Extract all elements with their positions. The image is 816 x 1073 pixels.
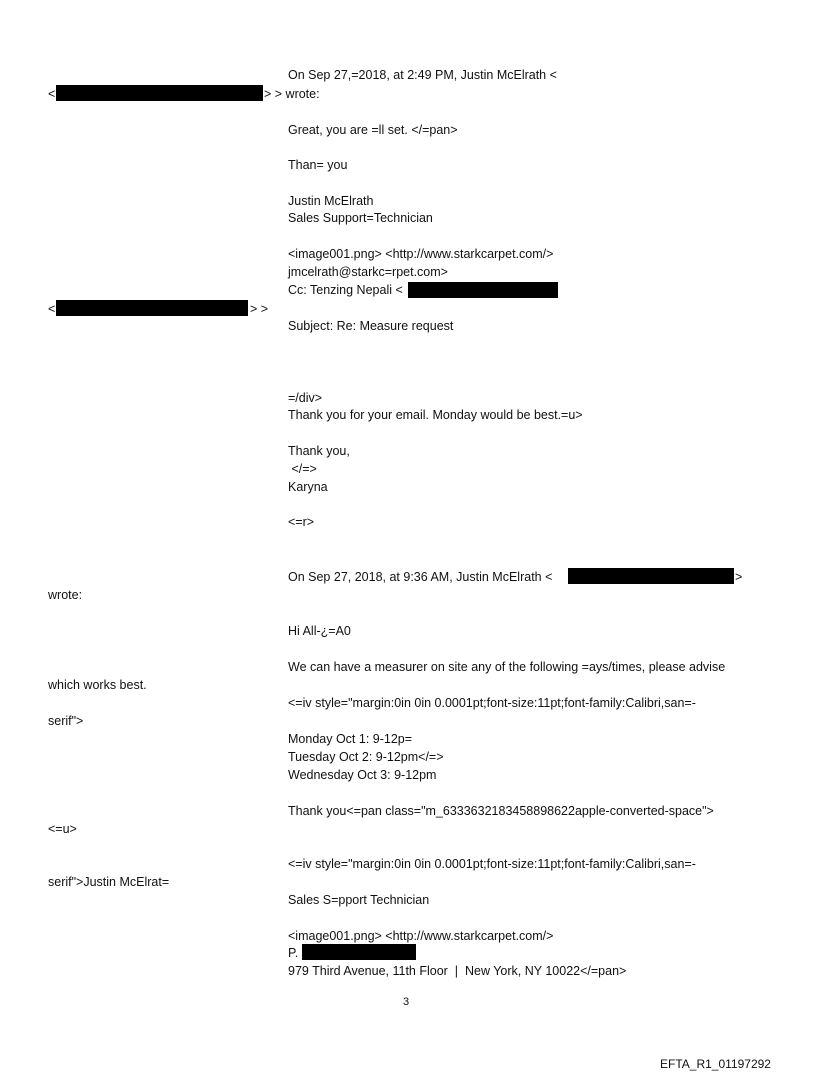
schedule-line: Monday Oct 1: 9-12p= [288, 732, 413, 746]
body-line: We can have a measurer on site any of the following =ays/times, please advise [288, 660, 726, 674]
email-header-line: wrote: [48, 588, 83, 602]
signature-title: Sales S=pport Technician [288, 893, 430, 907]
signature-name: Justin McElrath [288, 194, 374, 208]
schedule-line: Tuesday Oct 2: 9-12pm</=> [288, 750, 444, 764]
address-line: 979 Third Avenue, 11th Floor | New York, NY 10022</=pan> [288, 964, 627, 978]
schedule-line: Wednesday Oct 3: 9-12pm [288, 768, 437, 782]
document-id: EFTA_R1_01197292 [660, 1057, 771, 1071]
email-header-line: On Sep 27,=2018, at 2:49 PM, Justin McElrath < [288, 68, 557, 82]
redaction-bracket: > > [250, 302, 269, 316]
redaction-bracket: < [48, 87, 56, 101]
signature-name: serif">Justin McElrat= [48, 875, 170, 889]
redaction-bracket: > [735, 570, 743, 584]
redaction-block [302, 944, 416, 960]
body-line: Than= you [288, 158, 348, 172]
page-number: 3 [403, 996, 410, 1008]
body-line: Thank you, [288, 444, 350, 458]
body-line: <=u> [48, 822, 77, 836]
body-line: Thank you for your email. Monday would be best.=u> [288, 408, 583, 422]
signature-link: <image001.png> <http://www.starkcarpet.com/> [288, 247, 554, 261]
redaction-block [408, 282, 558, 298]
signature-email: jmcelrath@starkc=rpet.com> [288, 265, 448, 279]
body-line: Thank you<=pan class="m_6333632183458898622apple-converted-space"> [288, 804, 714, 818]
redaction-block [56, 85, 263, 101]
phone-label: P. [288, 946, 299, 960]
redaction-block [568, 568, 734, 584]
subject-line: Subject: Re: Measure request [288, 319, 454, 333]
body-line: which works best. [48, 678, 147, 692]
body-line: <=iv style="margin:0in 0in 0.0001pt;font-size:11pt;font-family:Calibri,san=- [288, 696, 696, 710]
cc-line: Cc: Tenzing Nepali < [288, 283, 403, 297]
redaction-block [56, 300, 248, 316]
email-header-line: On Sep 27, 2018, at 9:36 AM, Justin McElrath < [288, 570, 553, 584]
body-line: Great, you are =ll set. </=pan> [288, 123, 458, 137]
signature-title: Sales Support=Technician [288, 211, 433, 225]
body-line: Hi All-¿=A0 [288, 624, 351, 638]
body-line: Karyna [288, 480, 328, 494]
email-header-line: > > wrote: [264, 87, 320, 101]
redaction-bracket: < [48, 302, 56, 316]
body-line: serif"> [48, 714, 84, 728]
body-line: </=> [288, 462, 317, 476]
signature-link: <image001.png> <http://www.starkcarpet.com/> [288, 929, 554, 943]
body-line: =/div> [288, 391, 323, 405]
body-line: <=iv style="margin:0in 0in 0.0001pt;font-size:11pt;font-family:Calibri,san=- [288, 857, 696, 871]
body-line: <=r> [288, 515, 315, 529]
